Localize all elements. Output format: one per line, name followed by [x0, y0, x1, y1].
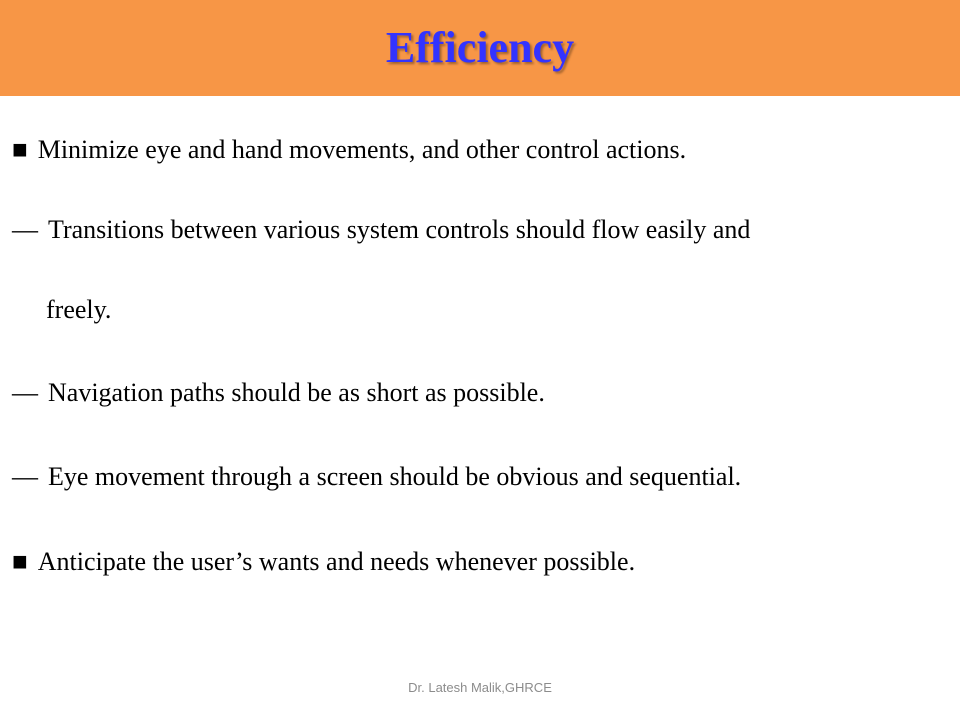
bullet-text: Eye movement through a screen should be obvious and sequential.	[48, 462, 742, 491]
square-bullet-icon: ■	[12, 135, 28, 164]
footer-author: Dr. Latesh Malik,GHRCE	[408, 680, 552, 695]
bullet-text: Anticipate the user’s wants and needs whenever possible.	[37, 547, 636, 576]
sub-bullet-line	[12, 214, 750, 246]
sub-bullet-line	[12, 377, 545, 409]
bullet-line	[12, 134, 686, 166]
bullet-text: freely.	[46, 295, 112, 324]
bullet-text: Transitions between various system controls should flow easily and	[48, 215, 751, 244]
sub-bullet-line	[12, 461, 741, 493]
slide-title: Efficiency	[385, 23, 575, 72]
dash-bullet-icon: —	[12, 215, 38, 244]
dash-bullet-icon: —	[12, 462, 38, 491]
sub-bullet-continuation	[46, 294, 111, 326]
bullet-text: Navigation paths should be as short as possible.	[48, 378, 545, 407]
dash-bullet-icon: —	[12, 378, 38, 407]
bullet-line	[12, 546, 635, 578]
bullet-text: Minimize eye and hand movements, and other control actions.	[37, 135, 687, 164]
square-bullet-icon: ■	[12, 547, 28, 576]
